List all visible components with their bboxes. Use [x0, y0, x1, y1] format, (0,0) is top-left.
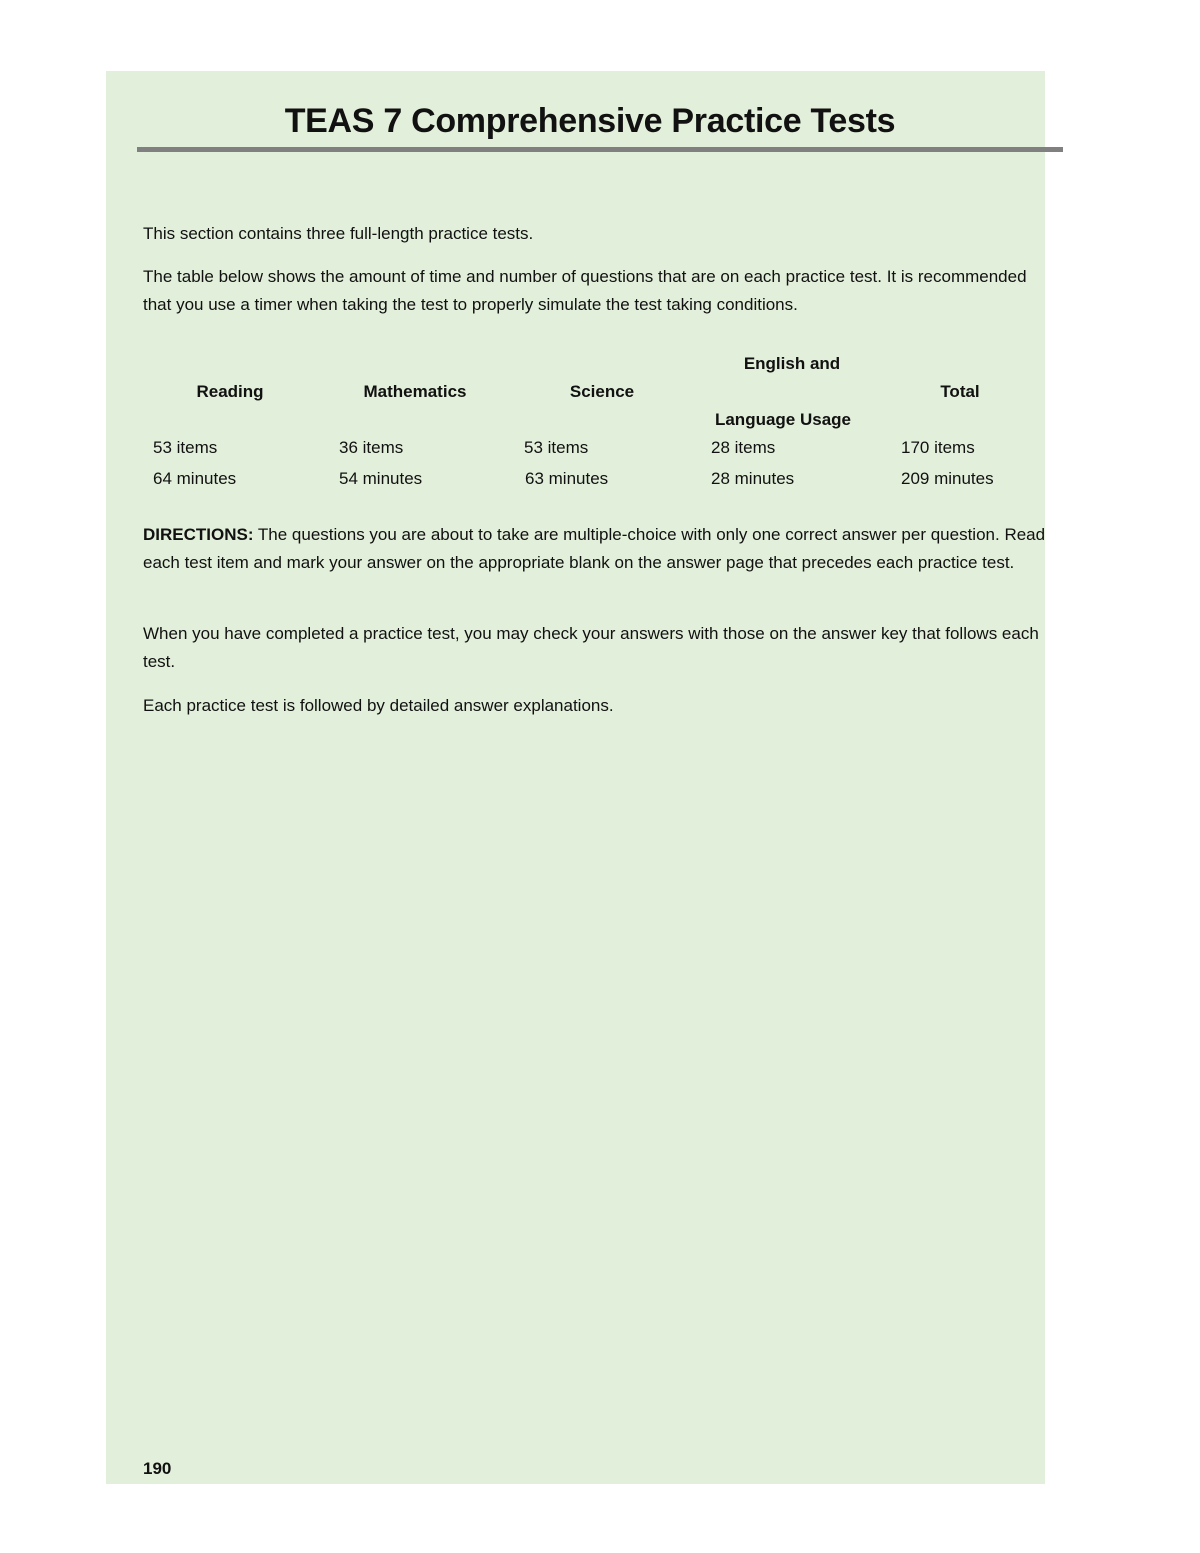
column-header-total: Total [940, 382, 980, 401]
page-title: TEAS 7 Comprehensive Practice Tests [284, 102, 896, 140]
column-header-english-line2: Language Usage [714, 410, 852, 429]
page-number: 190 [143, 1459, 172, 1478]
explanations-paragraph: Each practice test is followed by detailed answer explanations. [143, 696, 614, 715]
mathematics-items: 36 items [339, 438, 404, 457]
directions-label: DIRECTIONS: [143, 525, 254, 544]
reading-minutes: 64 minutes [153, 469, 237, 488]
science-minutes: 63 minutes [525, 469, 609, 488]
answer-key-paragraph: When you have completed a practice test, you may check your answers with those on the answer key that follows each test. [143, 624, 1039, 671]
table-description-paragraph: The table below shows the amount of time and number of questions that are on each practice test. It is recommended that you use a timer when taking the test to properly simulate the test taking conditions. [143, 267, 1027, 314]
intro-paragraph: This section contains three full-length practice tests. [143, 224, 534, 243]
title-underline [137, 147, 1063, 152]
mathematics-minutes: 54 minutes [339, 469, 423, 488]
directions-paragraph [143, 521, 1048, 577]
science-items: 53 items [524, 438, 589, 457]
total-minutes: 209 minutes [901, 469, 994, 488]
column-header-science: Science [569, 382, 635, 401]
column-header-reading: Reading [196, 382, 264, 401]
english-minutes: 28 minutes [711, 469, 795, 488]
column-header-english-line1: English and [743, 354, 841, 373]
reading-items: 53 items [153, 438, 218, 457]
column-header-mathematics: Mathematics [363, 382, 467, 401]
total-items: 170 items [901, 438, 975, 457]
english-items: 28 items [711, 438, 776, 457]
directions-text: The questions you are about to take are multiple-choice with only one correct answer per question. Read each test item and mark your answer on the appropriate blank on the answer page that precedes each practice test. [143, 525, 1046, 572]
